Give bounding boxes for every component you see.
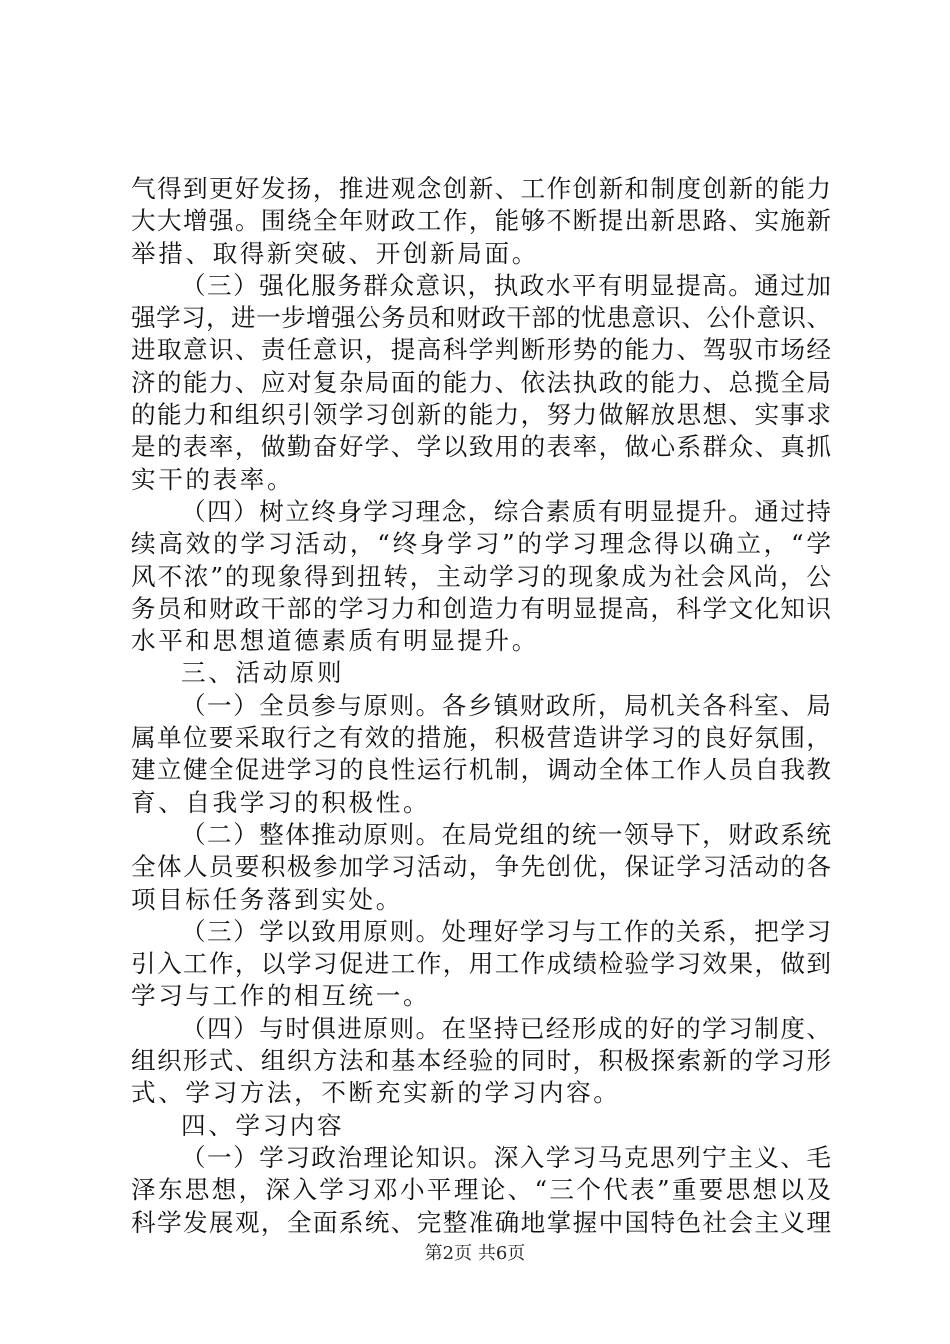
text-line: 泽东思想，深入学习邓小平理论、“三个代表”重要思想以及 [131, 1175, 831, 1205]
text-line: 属单位要采取行之有效的措施，积极营造讲学习的良好氛围， [131, 723, 831, 753]
text-line: 气得到更好发扬，推进观念创新、工作创新和制度创新的能力 [131, 174, 831, 203]
text-line: 育、自我学习的积极性。 [131, 787, 431, 817]
text-line: 建立健全促进学习的良性运行机制，调动全体工作人员自我教 [131, 755, 831, 785]
text-line: 的能力和组织引领学习创新的能力，努力做解放思想、实事求 [131, 400, 831, 430]
body-text [131, 173, 831, 1239]
text-line: 风不浓”的现象得到扭转，主动学习的现象成为社会风尚，公 [131, 561, 831, 591]
text-line: 组织形式、组织方法和基本经验的同时，积极探索新的学习形 [131, 1046, 831, 1076]
text-line: 续高效的学习活动，“终身学习”的学习理念得以确立，“学 [131, 529, 831, 559]
text-line: 式、学习方法，不断充实新的学习内容。 [131, 1078, 621, 1108]
text-line: （一）全员参与原则。各乡镇财政所，局机关各科室、局 [181, 690, 831, 720]
text-line: 三、活动原则 [181, 658, 345, 688]
text-line: 强学习，进一步增强公务员和财政干部的忧患意识、公仆意识、 [131, 303, 831, 333]
text-line: （三）强化服务群众意识，执政水平有明显提高。通过加 [181, 270, 831, 300]
page-footer: 第2页 共6页 [424, 1243, 526, 1264]
text-line: 全体人员要积极参加学习活动，争先创优，保证学习活动的各 [131, 852, 831, 882]
text-line: （三）学以致用原则。处理好学习与工作的关系，把学习 [181, 916, 831, 946]
text-line: 科学发展观，全面系统、完整准确地掌握中国特色社会主义理 [131, 1207, 831, 1237]
text-line: （二）整体推动原则。在局党组的统一领导下，财政系统 [181, 819, 831, 849]
text-line: 是的表率，做勤奋好学、学以致用的表率，做心系群众、真抓 [131, 432, 831, 462]
text-line: 四、学习内容 [181, 1110, 345, 1140]
text-line: 实干的表率。 [131, 464, 295, 494]
text-line: 济的能力、应对复杂局面的能力、依法执政的能力、总揽全局 [131, 367, 831, 397]
text-line: 大大增强。围绕全年财政工作，能够不断提出新思路、实施新 [131, 206, 831, 236]
text-line: （一）学习政治理论知识。深入学习马克思列宁主义、毛 [181, 1142, 831, 1172]
text-line: 举措、取得新突破、开创新局面。 [131, 238, 539, 268]
text-line: 务员和财政干部的学习力和创造力有明显提高，科学文化知识 [131, 593, 831, 623]
text-line: 水平和思想道德素质有明显提升。 [131, 626, 539, 656]
text-line: 引入工作，以学习促进工作，用工作成绩检验学习效果，做到 [131, 949, 831, 979]
text-line: 进取意识、责任意识，提高科学判断形势的能力、驾驭市场经 [131, 335, 831, 365]
text-line: （四）树立终身学习理念，综合素质有明显提升。通过持 [181, 496, 831, 526]
text-line: 学习与工作的相互统一。 [131, 981, 431, 1011]
text-line: 项目标任务落到实处。 [131, 884, 403, 914]
text-line: （四）与时俱进原则。在坚持已经形成的好的学习制度、 [181, 1013, 831, 1043]
